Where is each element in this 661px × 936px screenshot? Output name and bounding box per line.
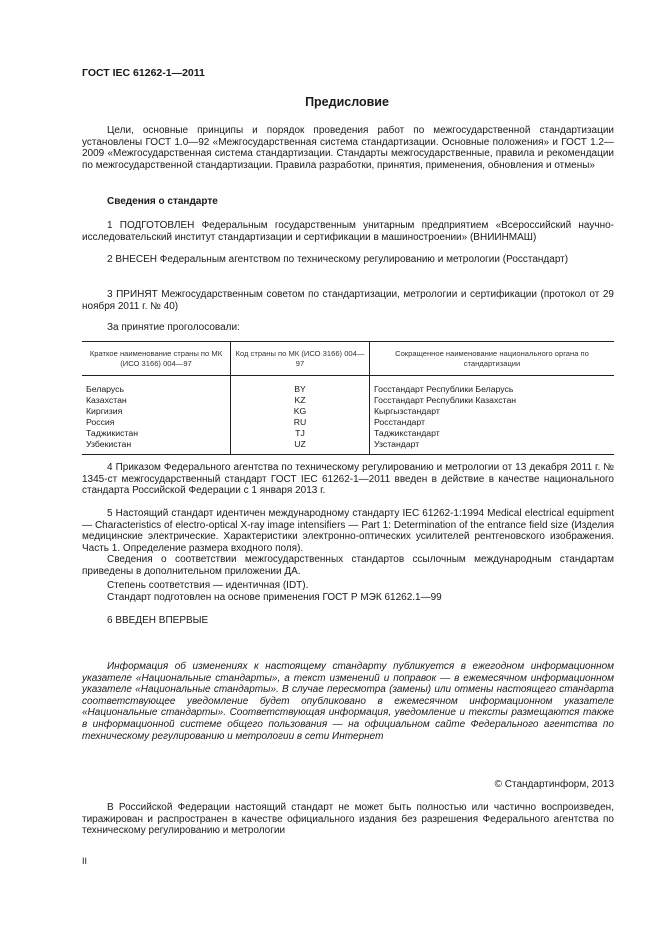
- table-cell-country: Беларусь: [82, 376, 231, 396]
- table-header-row: [82, 342, 614, 376]
- table-cell-body: Госстандарт Республики Беларусь: [374, 384, 514, 394]
- reproduction-notice: В Российской Федерации настоящий стандарт не может быть полностью или частично воспроизведен, тиражирован и распространен в качестве официального издания без разрешения Федерального агентства по техническому регулированию и метрологии: [82, 802, 614, 837]
- table-row: [82, 406, 614, 417]
- item-5-degree: Степень соответствия — идентичная (IDT).: [107, 580, 309, 591]
- item-4-paragraph: 4 Приказом Федерального агентства по техническому регулированию и метрологии от 13 декабря 2011 г. № 1345-ст межгосударственный стандарт ГОСТ IEC 61262-1—2011 введен в действие в качестве национального стандарта Российской Федерации с 1 января 2013 г.: [82, 462, 614, 497]
- table-cell-country: Таджикистан: [82, 428, 231, 439]
- table-cell-code: KZ: [231, 395, 370, 406]
- table-row: [82, 428, 614, 439]
- item-5-paragraph: 5 Настоящий стандарт идентичен международному стандарту IEC 61262-1:1994 Medical electrical equipment — Characteristics of electro-optical X-ray image intensifiers — Part 1: Determination of the entrance field size (Изделия медицинские электрические. Характеристики электронно-оптических усилителей рентгеновского изображения. Часть 1. Определение размера входного поля).: [82, 508, 614, 554]
- item-6-paragraph: 6 ВВЕДЕН ВПЕРВЫЕ: [107, 615, 209, 626]
- table-header-code: Код страны по МК (ИСО 3166) 004—97: [231, 342, 370, 376]
- table-cell-code: RU: [231, 417, 370, 428]
- table-cell-country: Узбекистан: [82, 439, 231, 455]
- table-row: [82, 439, 614, 455]
- table-header-body: Сокращенное наименование национального органа по стандартизации: [370, 342, 615, 376]
- table-cell-body: Госстандарт Республики Казахстан: [374, 395, 517, 405]
- document-header: ГОСТ IEC 61262-1—2011: [82, 67, 205, 79]
- table-cell-body: Кыргызстандарт: [374, 406, 440, 416]
- table-cell-country: Россия: [82, 417, 231, 428]
- table-cell-code: UZ: [231, 439, 370, 455]
- table-cell-body: Таджикстандарт: [374, 428, 440, 438]
- table-cell-code: BY: [231, 376, 370, 396]
- table-row: [82, 417, 614, 428]
- table-cell-country: Киргизия: [82, 406, 231, 417]
- item-1-paragraph: 1 ПОДГОТОВЛЕН Федеральным государственным унитарным предприятием «Всероссийский научно-исследовательский институт стандартизации и сертификации в машиностроении» (ВНИИНМАШ): [82, 220, 614, 243]
- table-header-country: Краткое наименование страны по МК (ИСО 3166) 004—97: [82, 342, 231, 376]
- table-cell-country: Казахстан: [82, 395, 231, 406]
- table-row: [82, 376, 614, 396]
- item-2-paragraph: 2 ВНЕСЕН Федеральным агентством по техническому регулированию и метрологии (Росстандарт): [107, 254, 569, 265]
- voting-table: [82, 341, 614, 455]
- copyright-notice: © Стандартинформ, 2013: [494, 779, 614, 790]
- section-subtitle: Сведения о стандарте: [107, 196, 218, 207]
- intro-paragraph: Цели, основные принципы и порядок проведения работ по межгосударственной стандартизации установлены ГОСТ 1.0—92 «Межгосударственная система стандартизации. Основные положения» и ГОСТ 1.2—2009 «Межгосударственная система стандартизации. Стандарты межгосударственные, правила и рекомендации по межгосударственной стандартизации. Правила разработки, принятия, применения, обновления и отмены»: [82, 125, 614, 171]
- vote-label: За принятие проголосовали:: [107, 322, 240, 333]
- table-cell-body: Росстандарт: [374, 417, 425, 427]
- table-cell-code: KG: [231, 406, 370, 417]
- page-number: II: [82, 856, 88, 866]
- table-cell-body: Узстандарт: [370, 439, 615, 455]
- table-cell-code: TJ: [231, 428, 370, 439]
- changes-info-paragraph: Информация об изменениях к настоящему стандарту публикуется в ежегодном информационном указателе «Национальные стандарты», а текст изменений и поправок — в ежемесячном информационном указателе «Национальные стандарты». В случае пересмотра (замены) или отмены настоящего стандарта соответствующее уведомление будет опубликовано в ежемесячном информационном указателе «Национальные стандарты». Соответствующая информация, уведомление и тексты размещаются также в информационной системе общего пользования — на официальном сайте Федерального агентства по техническому регулированию и метрологии в сети Интернет: [82, 661, 614, 742]
- item-3-paragraph: 3 ПРИНЯТ Межгосударственным советом по стандартизации, метрологии и сертификации (протокол от 29 ноября 2011 г. № 40): [82, 289, 614, 312]
- page-title: Предисловие: [305, 95, 389, 109]
- item-5-basis: Стандарт подготовлен на основе применения ГОСТ Р МЭК 61262.1—99: [107, 592, 442, 603]
- table-row: [82, 395, 614, 406]
- item-5-references: Сведения о соответствии межгосударственных стандартов ссылочным международным стандартам приведены в дополнительном приложении ДА.: [82, 554, 614, 577]
